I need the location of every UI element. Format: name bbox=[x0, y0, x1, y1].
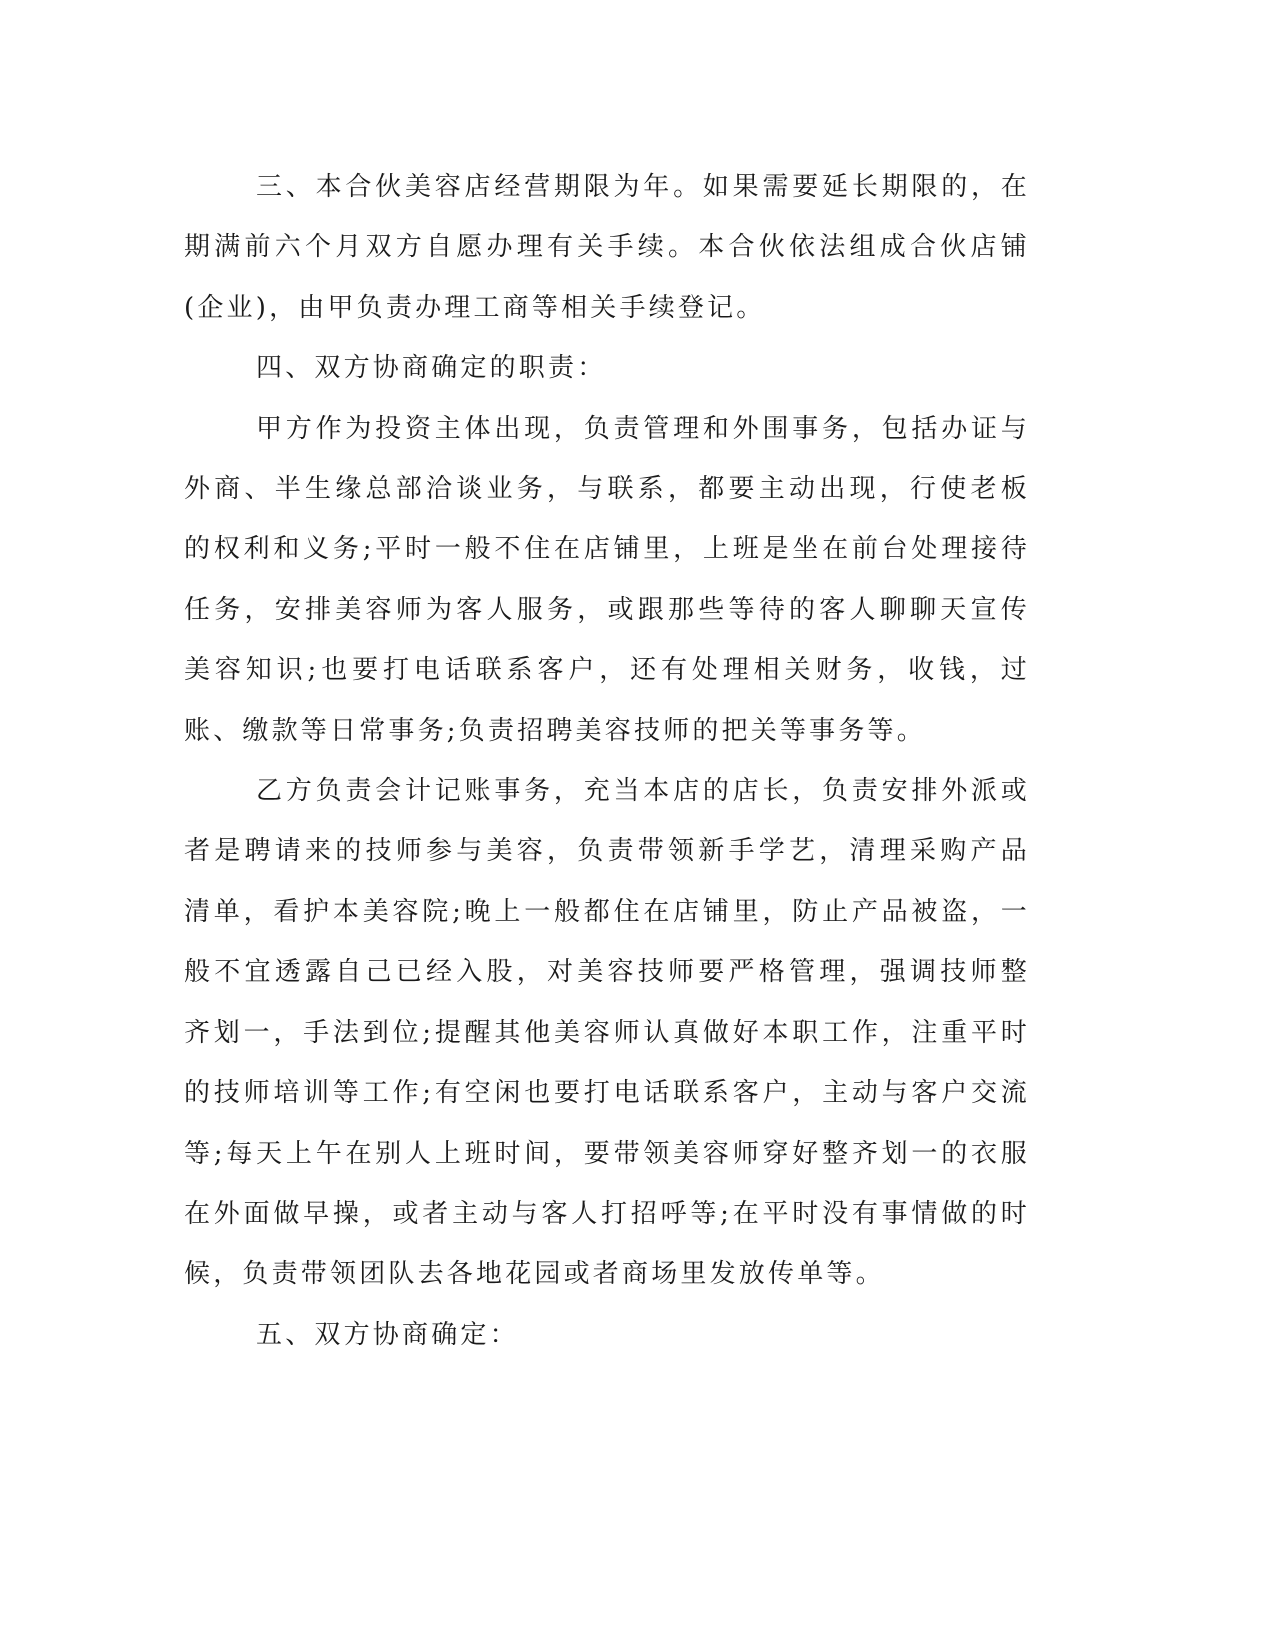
clause-3-paragraph: 三、本合伙美容店经营期限为年。如果需要延长期限的，在期满前六个月双方自愿办理有关手续。本合伙依法组成合伙店铺(企业)，由甲负责办理工商等相关手续登记。 bbox=[184, 172, 1030, 323]
clause-4-heading: 四、双方协商确定的职责： bbox=[256, 353, 607, 384]
document-body bbox=[184, 157, 1030, 1365]
party-b-duties-paragraph: 乙方负责会计记账事务，充当本店的店长，负责安排外派或者是聘请来的技师参与美容，负责带领新手学艺，清理采购产品清单，看护本美容院;晚上一般都住在店铺里，防止产品被盗，一般不宜透露自己已经入股，对美容技师要严格管理，强调技师整齐划一，手法到位;提醒其他美容师认真做好本职工作，注重平时的技师培训等工作;有空闲也要打电话联系客户，主动与客户交流等;每天上午在别人上班时间，要带领美容师穿好整齐划一的衣服在外面做早操，或者主动与客人打招呼等;在平时没有事情做的时候，负责带领团队去各地花园或者商场里发放传单等。 bbox=[184, 776, 1030, 1290]
clause-5-heading: 五、双方协商确定： bbox=[256, 1319, 519, 1350]
party-a-duties-paragraph: 甲方作为投资主体出现，负责管理和外围事务，包括办证与外商、半生缘总部洽谈业务，与联系，都要主动出现，行使老板的权利和义务;平时一般不住在店铺里，上班是坐在前台处理接待任务，安排美容师为客人服务，或跟那些等待的客人聊聊天宣传美容知识;也要打电话联系客户，还有处理相关财务，收钱，过账、缴款等日常事务;负责招聘美容技师的把关等事务等。 bbox=[184, 413, 1030, 746]
